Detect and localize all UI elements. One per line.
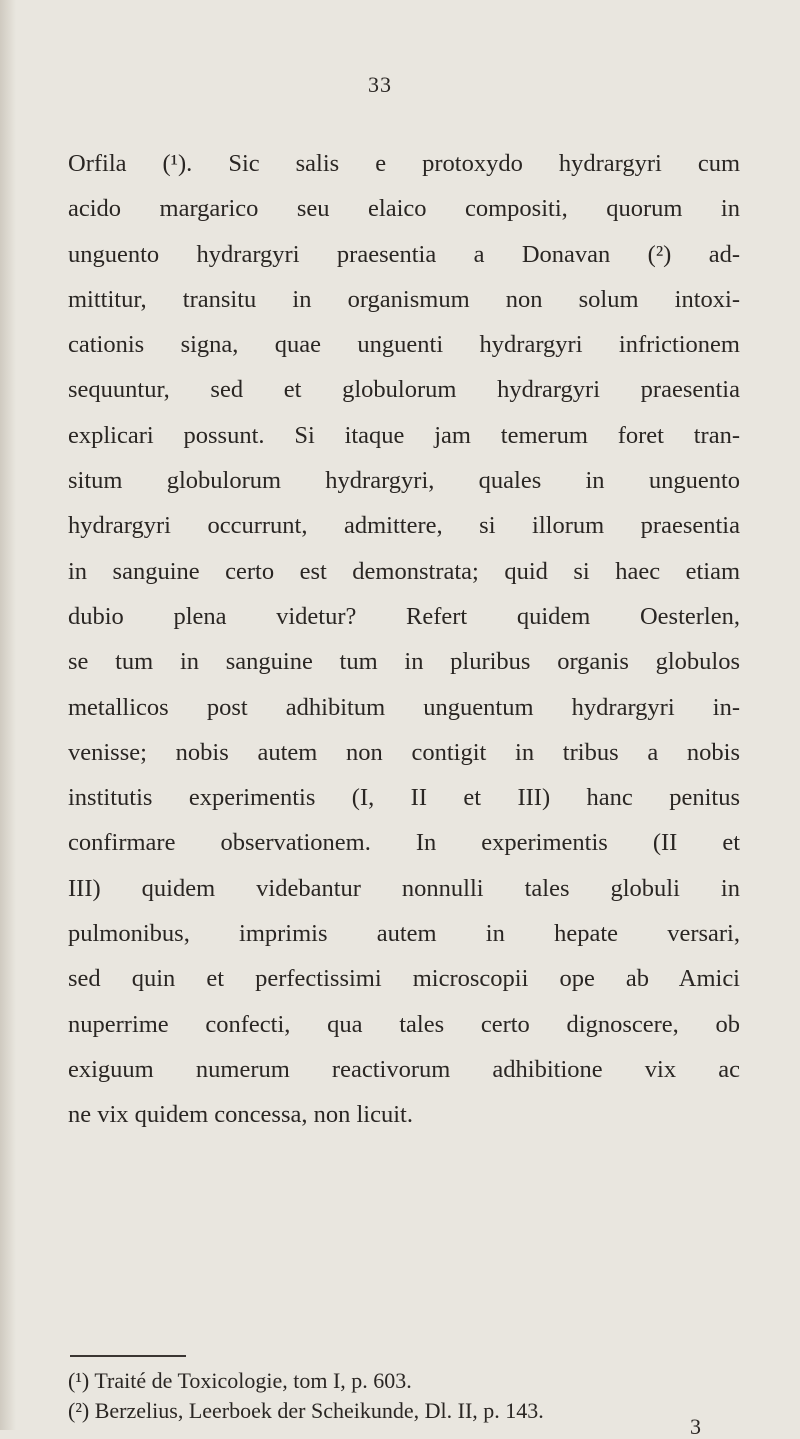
text-line: dubio plena videtur? Refert quidem Oesterlen, xyxy=(68,602,740,630)
text-line: Orfila (¹). Sic salis e protoxydo hydrargyri cum xyxy=(68,150,740,177)
text-line: sequuntur, sed et globulorum hydrargyri praesentia xyxy=(68,376,740,404)
text-line: cationis signa, quae unguenti hydrargyri infrictionem xyxy=(68,331,740,359)
page-edge-shadow xyxy=(0,0,16,1430)
text-line: pulmonibus, imprimis autem in hepate versari, xyxy=(68,920,740,948)
text-line: nuperrime confecti, qua tales certo dignoscere, ob xyxy=(68,1010,740,1038)
text-line: exiguum numerum reactivorum adhibitione vix ac xyxy=(68,1055,740,1083)
page-number: 33 xyxy=(368,72,392,97)
text-line: sed quin et perfectissimi microscopii ope ab Amici xyxy=(68,965,740,993)
footnotes xyxy=(68,1366,748,1426)
text-line: hydrargyri occurrunt, admittere, si illorum praesentia xyxy=(68,512,740,540)
signature-mark: 3 xyxy=(690,1414,701,1439)
body-text xyxy=(68,141,740,1138)
text-line: venisse; nobis autem non contigit in tribus a nobis xyxy=(68,738,740,766)
footnote-separator xyxy=(70,1355,186,1357)
text-line: institutis experimentis (I, II et III) hanc penitus xyxy=(68,784,740,812)
text-line: explicari possunt. Si itaque jam temerum foret tran- xyxy=(68,421,740,449)
text-line: acido margarico seu elaico compositi, quorum in xyxy=(68,195,740,223)
text-line: situm globulorum hydrargyri, quales in unguento xyxy=(68,467,740,495)
text-line: III) quidem videbantur nonnulli tales globuli in xyxy=(68,874,740,902)
footnote: (¹) Traité de Toxicologie, tom I, p. 603. xyxy=(68,1368,412,1393)
text-line: confirmare observationem. In experimentis (II et xyxy=(68,829,740,857)
text-line: mittitur, transitu in organismum non solum intoxi- xyxy=(68,285,740,313)
footnote: (²) Berzelius, Leerboek der Scheikunde, Dl. II, p. 143. xyxy=(68,1398,544,1423)
text-line: in sanguine certo est demonstrata; quid si haec etiam xyxy=(68,557,740,585)
text-line: metallicos post adhibitum unguentum hydrargyri in- xyxy=(68,693,740,721)
text-line: se tum in sanguine tum in pluribus organis globulos xyxy=(68,648,740,676)
text-line-last: ne vix quidem concessa, non licuit. xyxy=(68,1101,413,1129)
text-line: unguento hydrargyri praesentia a Donavan (²) ad- xyxy=(68,240,740,268)
